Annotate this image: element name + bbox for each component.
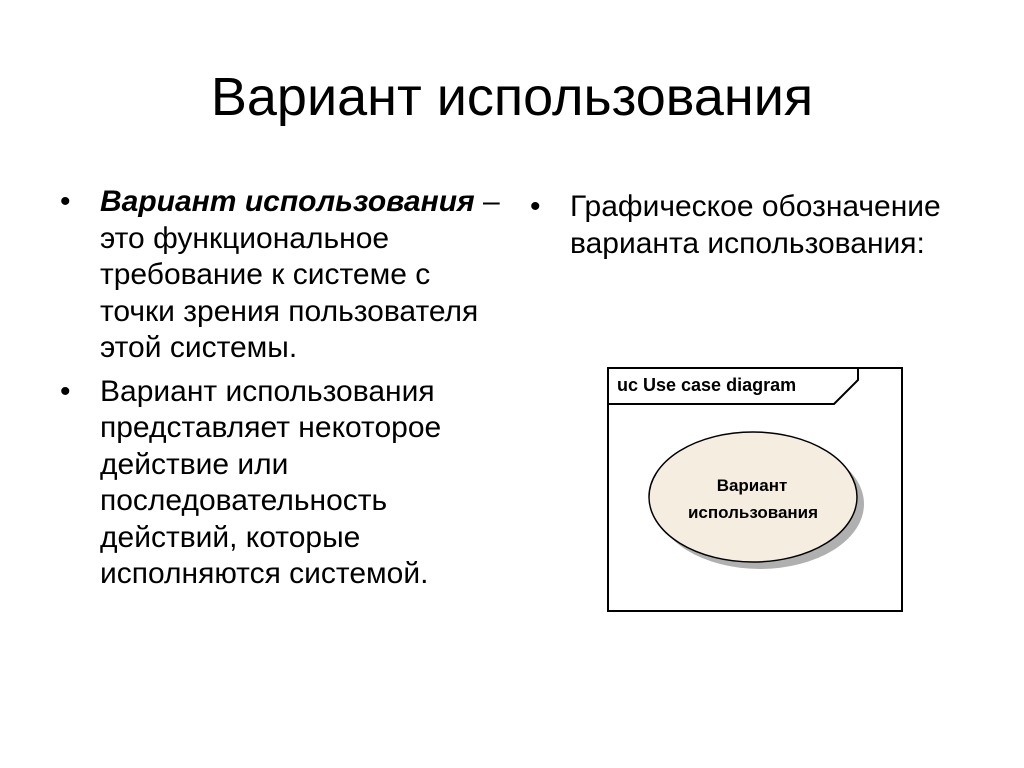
use-case-label-line1: Вариант bbox=[716, 476, 788, 495]
bullet-dot: • bbox=[60, 374, 71, 408]
slide-title: Вариант использования bbox=[210, 67, 814, 127]
bullet-dot: • bbox=[60, 185, 71, 218]
use-case-label-line2: использования bbox=[687, 503, 819, 522]
use-case-ellipse bbox=[649, 432, 857, 562]
frame-label: uc Use case diagram bbox=[617, 375, 797, 395]
bullet-dot: • bbox=[530, 190, 541, 223]
graphic-notation-text: Графическое обозначение варианта использования: bbox=[570, 190, 941, 260]
term-use-case: Вариант использования bbox=[100, 185, 475, 218]
definition-text: – это функциональное требование к системе с точки зрения пользователя этой системы. bbox=[100, 185, 500, 364]
description-text: Вариант использования представляет некоторое действие или последовательность действий, которые исполняются системой. bbox=[100, 374, 442, 590]
